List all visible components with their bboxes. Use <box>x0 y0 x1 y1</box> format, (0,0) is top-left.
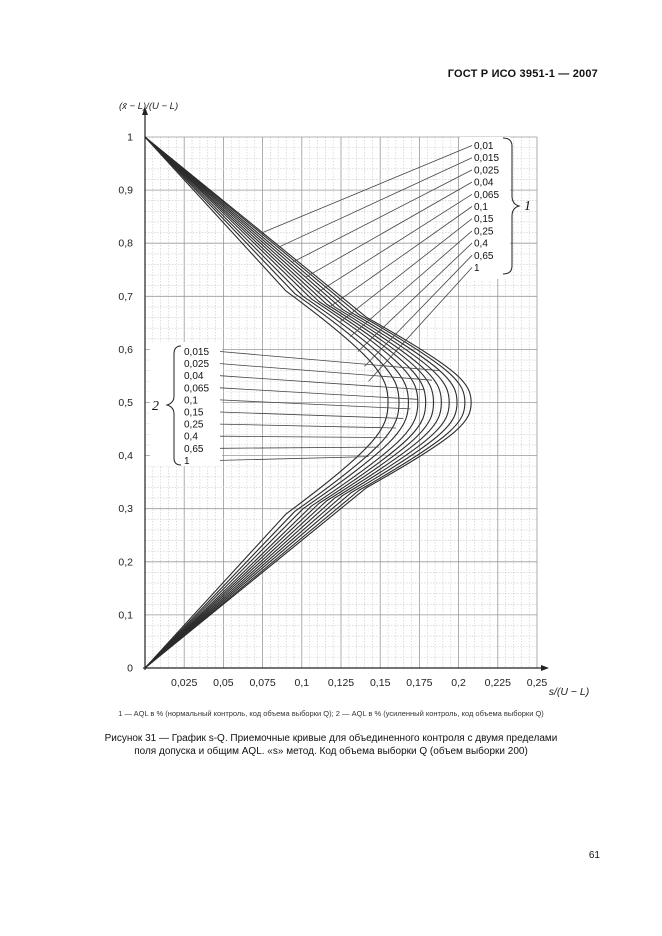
y-tick-label: 0 <box>127 662 133 675</box>
figure-caption <box>60 732 602 758</box>
page-number: 61 <box>588 850 600 861</box>
legend-1-label: 0,025 <box>474 165 500 177</box>
legend-2-label: 0,04 <box>184 371 204 383</box>
x-tick-label: 0,05 <box>213 677 234 689</box>
legend-2-label: 0,015 <box>184 347 210 358</box>
y-tick-label: 0,5 <box>118 397 133 409</box>
legend-2-leader <box>220 376 425 390</box>
x-tick-label: 0,025 <box>171 677 198 689</box>
legend-1-leader <box>350 231 472 337</box>
chart-footnote: 1 — AQL в % (нормальный контроль, код объема выборки Q); 2 — AQL в % (усиленный контроль, код объема выборки Q) <box>118 709 544 718</box>
x-tick-label: 0,075 <box>249 677 276 689</box>
caption-line-1: Рисунок 31 — График s-Q. Приемочные кривые для объединенного контроля с двумя пределами <box>104 733 558 744</box>
legend-2-label: 0,15 <box>184 407 204 419</box>
legend-2-label: 0,65 <box>184 443 204 455</box>
legend-group-1 <box>262 137 531 381</box>
legend-1-label: 1 <box>474 263 480 274</box>
x-tick-label: 0,15 <box>369 677 391 689</box>
y-tick-label: 0,7 <box>118 290 133 303</box>
legend-2-label: 0,025 <box>184 359 210 371</box>
legend-1-label: 0,065 <box>474 189 500 201</box>
x-tick-label: 0,1 <box>294 677 310 689</box>
legend-1-leader <box>292 170 472 262</box>
legend-1-leader <box>369 268 472 382</box>
x-tick-label: 0,2 <box>451 677 466 689</box>
x-axis-arrow <box>541 665 549 671</box>
x-tick-label: 0,225 <box>484 677 511 689</box>
y-tick-label: 0,3 <box>118 503 133 516</box>
legend-1-leader <box>330 207 472 307</box>
legend-1-label: 0,01 <box>474 141 494 152</box>
legend-group-1-marker: 1 <box>524 199 531 214</box>
legend-2-label: 0,1 <box>184 395 198 407</box>
legend-1-label: 0,04 <box>474 177 494 189</box>
legend-1-label: 0,4 <box>474 238 488 250</box>
legend-2-leader <box>220 447 379 448</box>
legend-1-leader <box>358 243 472 351</box>
x-axis-label: s/(U − L) <box>548 686 590 698</box>
y-axis-label: (x̄ − L)/(U − L) <box>119 101 179 112</box>
y-tick-label: 0,2 <box>118 556 133 569</box>
x-tick-label: 0,25 <box>526 677 548 689</box>
y-tick-label: 0,9 <box>118 184 133 197</box>
x-tick-label: 0,175 <box>406 677 433 689</box>
legend-2-leader <box>220 457 369 461</box>
caption-line-2: поля допуска и общим AQL. «s» метод. Код объема выборки Q (объем выборки 200) <box>134 746 528 757</box>
legend-1-label: 0,25 <box>474 226 494 238</box>
legend-2-label: 0,25 <box>184 419 204 431</box>
x-tick-label: 0,125 <box>327 677 355 689</box>
y-tick-label: 0,4 <box>118 450 133 463</box>
legend-2-leader <box>220 412 403 418</box>
legend-1-label: 0,015 <box>474 153 500 165</box>
legend-2-leader <box>220 400 410 409</box>
legend-1-label: 0,1 <box>474 202 488 213</box>
legend-1-label: 0,65 <box>474 250 494 262</box>
y-tick-label: 0,8 <box>118 237 133 250</box>
legend-2-label: 0,065 <box>184 383 210 395</box>
legend-2-label: 1 <box>184 455 190 467</box>
legend-2-leader <box>220 436 387 437</box>
y-tick-label: 0,6 <box>118 343 133 356</box>
y-tick-label: 1 <box>127 131 133 144</box>
legend-group-2-marker: 2 <box>152 399 159 414</box>
y-tick-label: 0,1 <box>118 609 133 622</box>
legend-1-leader <box>340 219 472 322</box>
legend-2-label: 0,4 <box>184 431 198 443</box>
legend-1-label: 0,15 <box>474 214 494 226</box>
legend-2-leader <box>220 424 396 428</box>
document-code: ГОСТ Р ИСО 3951-1 — 2007 <box>447 68 598 80</box>
